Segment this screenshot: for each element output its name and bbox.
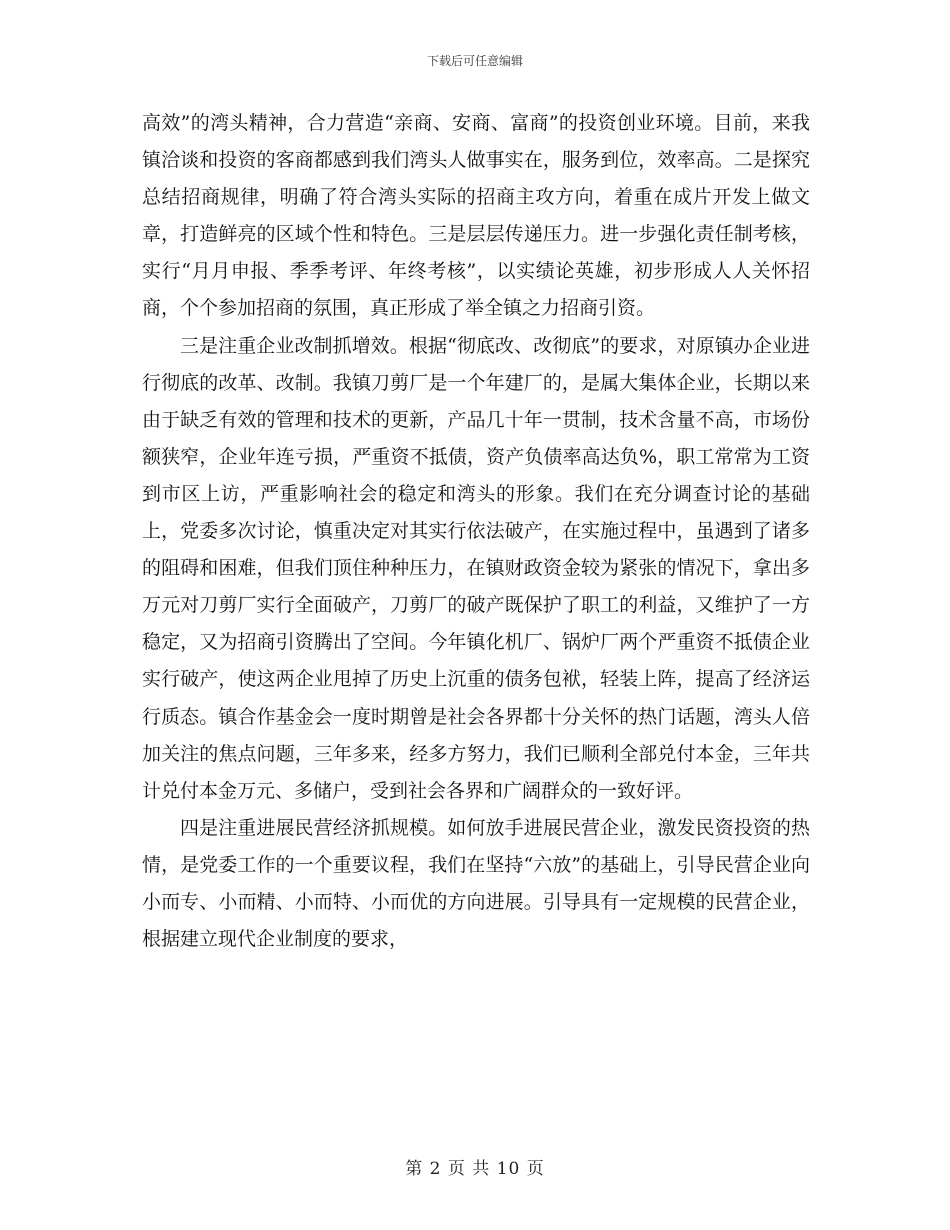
paragraph-1: 高效”的湾头精神，合力营造“亲商、安商、富商”的投资创业环境。目前，来我镇洽谈和投资的客商都感到我们湾头人做事实在，服务到位，效率高。二是探究总结招商规律，明确了符合湾头实际的招商主攻方向，着重在成片开发上做文章，打造鲜亮的区域个性和特色。三是层层传递压力。进一步强化责任制考核，实行“月月申报、季季考评、年终考核”，以实绩论英雄，初步形成人人关怀招商，个个参加招商的氛围，真正形成了举全镇之力招商引资。 [142,112,810,320]
page-header-note: 下载后可任意编辑 [426,54,523,68]
page-number: 第 2 页 共 10 页 [405,1159,545,1179]
document-body [142,105,810,958]
paragraph-3: 四是注重进展民营经济抓规模。如何放手进展民营企业，激发民资投资的热情，是党委工作的一个重要议程，我们在坚持“六放”的基础上，引导民营企业向小而专、小而精、小而特、小而优的方向进展。引导具有一定规模的民营企业，根据建立现代企业制度的要求， [142,816,810,951]
paragraph-2: 三是注重企业改制抓增效。根据“彻底改、改彻底”的要求，对原镇办企业进行彻底的改革、改制。我镇刀剪厂是一个年建厂的，是属大集体企业，长期以来由于缺乏有效的管理和技术的更新，产品几十年一贯制，技术含量不高，市场份额狭窄，企业年连亏损，严重资不抵债，资产负债率高达负%，职工常常为工资到市区上访，严重影响社会的稳定和湾头的形象。我们在充分调查讨论的基础上，党委多次讨论，慎重决定对其实行依法破产，在实施过程中，虽遇到了诸多的阻碍和困难，但我们顶住种种压力，在镇财政资金较为紧张的情况下，拿出多万元对刀剪厂实行全面破产，刀剪厂的破产既保护了职工的利益，又维护了一方稳定，又为招商引资腾出了空间。今年镇化机厂、锅炉厂两个严重资不抵债企业实行破产，使这两企业甩掉了历史上沉重的债务包袱，轻装上阵，提高了经济运行质态。镇合作基金会一度时期曾是社会各界都十分关怀的热门话题，湾头人倍加关注的焦点问题，三年多来，经多方努力，我们已顺利全部兑付本金，三年共计兑付本金万元、多储户，受到社会各界和广阔群众的一致好评。 [142,334,810,802]
